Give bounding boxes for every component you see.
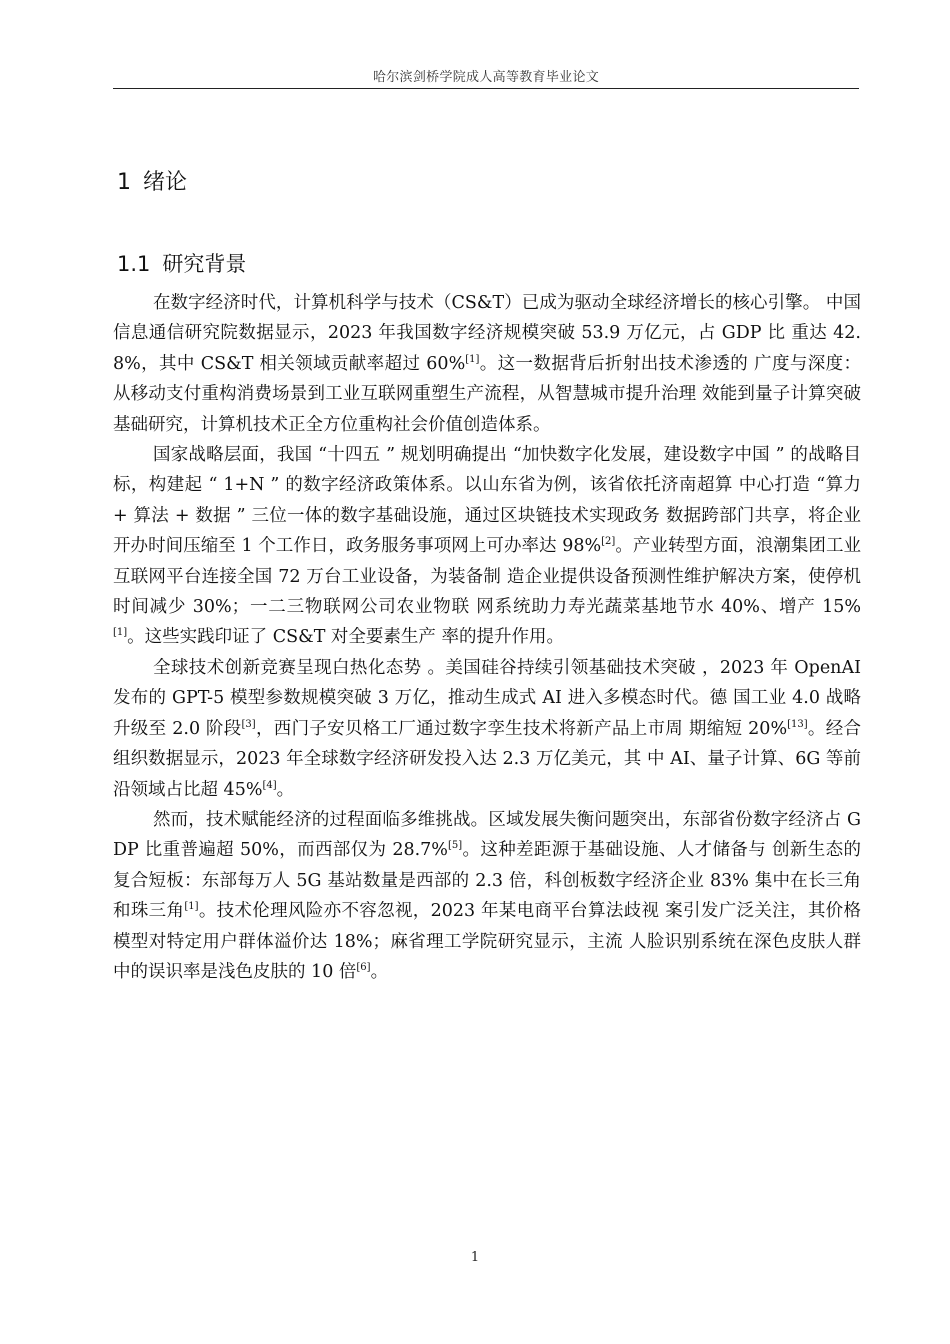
citation: [2] (601, 536, 616, 548)
paragraph-text: 。技术伦理风险亦不容忽视，2023 年某电商平台算法歧视 案引发广泛关注，其价格模型对特定用户群体溢价达 18%；麻省理工学院研究显示，主流 人脸识别系统在深色皮肤人群中的误识率是浅色皮肤的 10 倍 (113, 901, 861, 982)
paragraph-text: 国家战略层面，我国 “十四五 ” 规划明确提出 “加快数字化发展，建设数字中国 ” 的战略目标，构建起 “ 1+N ” 的数字经济政策体系。以山东省为例，该省依托济南超算 中心打造 “算力 + 算法 + 数据 ” 三位一体的数字基础设施，通过区块链技术实现政务 数据跨部门共享，将企业开办时间压缩至 1 个工作日，政务服务事项网上可办率达 98% (113, 445, 861, 557)
citation: [6] (356, 961, 371, 973)
chapter-number: 1 (117, 170, 131, 195)
body-text (113, 288, 861, 987)
chapter-title (117, 165, 187, 196)
paragraph-text: 全球技术创新竞赛呈现白热化态势 。美国硅谷持续引领基础技术突破 ，2023 年 OpenAI 发布的 GPT-5 模型参数规模突破 3 万亿，推动生成式 AI 进入多模态时代。德 国工业 4.0 战略升级至 2.0 阶段 (113, 657, 861, 739)
page-number: 1 (470, 1250, 480, 1265)
paragraph-text: 。这种差距源于基础设施、人才储备与 创新生态的复合短板：东部每万人 5G 基站数量是西部的 2.3 倍，科创板数字经济企业 83% 集中在长三角和珠三角 (113, 840, 862, 922)
citation: [13] (787, 718, 808, 730)
paragraph-text: 。 (370, 961, 389, 982)
paragraph-text: 在数字经济时代，计算机科学与技术（CS&T）已成为驱动全球经济增长的核心引擎。 中国信息通信研究院数据显示，2023 年我国数字经济规模突破 53.9 万亿元，占 GDP 比 重达 42.8%，其中 CS&T 相关领域贡献率超过 60% (113, 293, 861, 374)
paragraph-text: ，西门子安贝格工厂通过数字孪生技术将新产品上市周 期缩短 20% (255, 718, 788, 739)
paragraph-2 (113, 440, 861, 653)
paragraph-text: 。 (276, 779, 295, 800)
paragraph-text: 。这些实践印证了 CS&T 对全要素生产 率的提升作用。 (127, 627, 564, 648)
section-title (117, 248, 246, 278)
citation: [4] (262, 779, 277, 791)
paragraph-1 (113, 288, 861, 440)
citation: [5] (447, 840, 463, 852)
running-header: 哈尔滨剑桥学院成人高等教育毕业论文 (372, 70, 600, 85)
citation: [1] (184, 901, 199, 913)
chapter-title-text: 绪论 (143, 170, 188, 195)
citation: [1] (113, 627, 128, 639)
header-rule (113, 88, 859, 89)
section-title-text: 研究背景 (162, 252, 247, 276)
paragraph-text: 然而，技术赋能经济的过程面临多维挑战。区域发展失衡问题突出，东部省份数字经济占 GDP 比重普遍超 50%，而西部仅为 28.7% (113, 809, 861, 861)
paragraph-3 (113, 653, 861, 805)
citation: [3] (241, 718, 256, 730)
paragraph-text: 。经合组织数据显示，2023 年全球数字经济研发投入达 2.3 万亿美元，其 中 AI、量子计算、6G 等前沿领域占比超 45% (113, 718, 861, 800)
paragraph-text: 。产业转型方面，浪潮集团工业互联网平台连接全国 72 万台工业设备，为装备制 造企业提供设备预测性维护解决方案，使停机时间减少 30%；一二三物联网公司农业物联 网系统助力寿光蔬菜基地节水 40%、增产 15% (113, 536, 862, 618)
paragraph-4 (113, 805, 861, 987)
section-number: 1.1 (117, 252, 151, 276)
citation: [1] (465, 353, 480, 365)
paragraph-text: 。这一数据背后折射出技术渗透的 广度与深度：从移动支付重构消费场景到工业互联网重塑生产流程，从智慧城市提升治理 效能到量子计算突破基础研究，计算机技术正全方位重构社会价值创造体系。 (113, 353, 861, 435)
